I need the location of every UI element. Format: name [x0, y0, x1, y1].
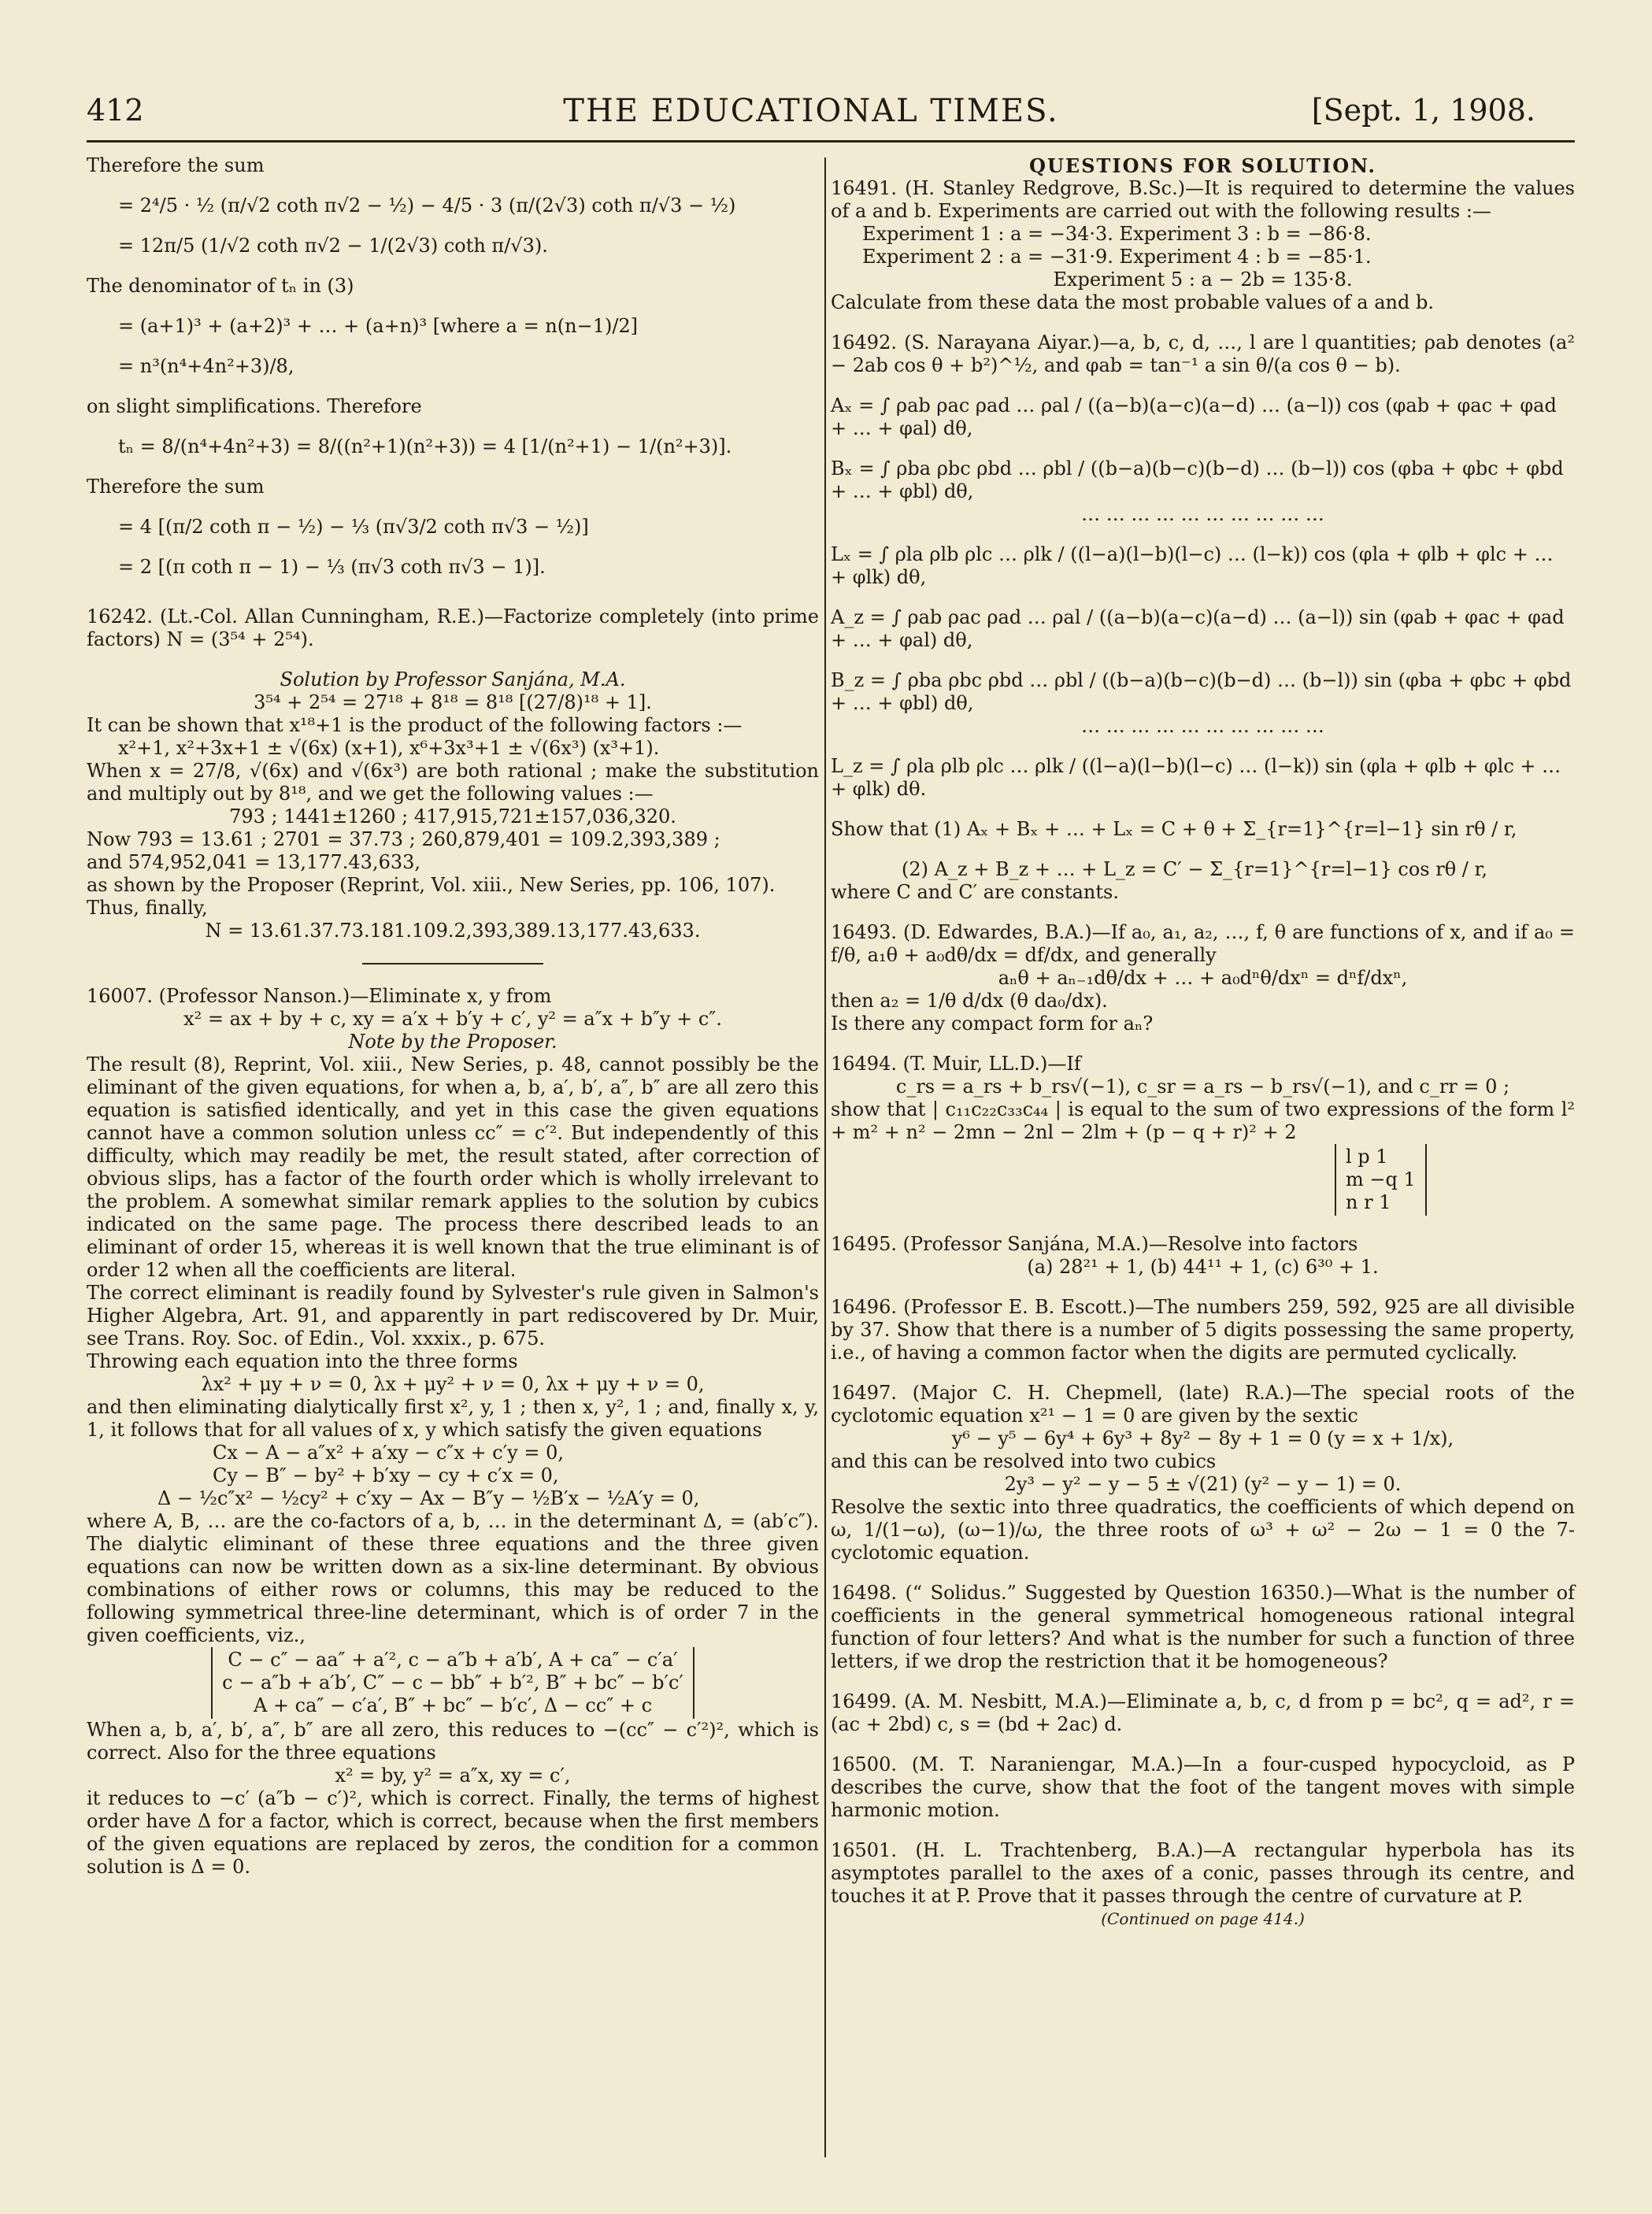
right-column — [831, 154, 1575, 1931]
text-line: Therefore the sum — [87, 476, 265, 498]
equation: (a) 28²¹ + 1, (b) 44¹¹ + 1, (c) 6³⁰ + 1. — [1027, 1256, 1379, 1278]
equation: tₙ = 8/(n⁴+4n²+3) = 8/((n²+1)(n²+3)) = 4 [1/(n²+1) − 1/(n²+3)]. — [118, 435, 732, 457]
journal-title: THE EDUCATIONAL TIMES. — [563, 93, 1059, 129]
note-byline: Note by the Proposer. — [348, 1031, 557, 1053]
question-16492: 16492. (S. Narayana Aiyar.)—a, b, c, d, …, l are l quantities; ρab denotes (a² − 2ab cos θ + b²)^½, and φab = tan⁻¹ a sin θ/(a cos θ − b). — [831, 331, 1575, 376]
equation: 3⁵⁴ + 2⁵⁴ = 27¹⁸ + 8¹⁸ = 8¹⁸ [(27/8)¹⁸ + 1]. — [254, 691, 652, 713]
continuation-note: (Continued on page 414.) — [1101, 1909, 1305, 1928]
paragraph: The result (8), Reprint, Vol. xiii., New Series, p. 48, cannot possibly be the eliminant of the given equations, for when a, b, a′, b′, a″, b″ are all zero this equation is satisfied identically, and yet in this case the given equations cannot have a common solution unless cc″ = c′². But independently of this difficulty, which may readily be met, the result stated, after correction of obvious slips, has a factor of the fourth order which is wholly irrelevant to the problem. A somewhat similar remark applies to the solution by cubics indicated on the same page. The process there described leads to an eliminant of order 15, whereas it is well known that the true eliminant is of order 12 when all the coefficients are literal. — [87, 1053, 819, 1281]
determinant-row: A + ca″ − c′a′, B″ + bc″ − b′c′, Δ − cc″ + c — [253, 1694, 653, 1716]
determinant-row: n r 1 — [1346, 1191, 1391, 1213]
equation: 2y³ − y² − y − 5 ± √(21) (y² − y − 1) = 0. — [1004, 1473, 1402, 1495]
column-rule — [824, 157, 826, 2157]
equation: A_z = ∫ ρab ρac ρad … ρal / ((a−b)(a−c)(a−d) … (a−l)) sin (φab + φac + φad + … + φal) dθ, — [831, 606, 1565, 651]
equation: = 12π/5 (1/√2 coth π√2 − 1/(2√3) coth π/√3). — [118, 235, 548, 257]
equation: = (a+1)³ + (a+2)³ + … + (a+n)³ [where a = n(n−1)/2] — [118, 315, 639, 337]
ellipsis-row: … … … … … … … … … … — [1081, 503, 1324, 525]
equation: then a₂ = 1/θ d/dx (θ da₀/dx). — [831, 990, 1108, 1012]
question-16496: 16496. (Professor E. B. Escott.)—The numbers 259, 592, 925 are all divisible by 37. Show that there is a number of 5 digits possessing the same property, i.e., of having a common factor when the digits are permuted cyclically. — [831, 1296, 1575, 1364]
paragraph: Throwing each equation into the three forms — [87, 1350, 518, 1372]
question-16242-head: 16242. (Lt.-Col. Allan Cunningham, R.E.)—Factorize completely (into prime factors) N = (3⁵⁴ + 2⁵⁴). — [87, 605, 819, 650]
paragraph: When a, b, a′, b′, a″, b″ are all zero, this reduces to −(cc″ − c′²)², which is correct. Also for the three equations — [87, 1719, 819, 1764]
equation: Cy − B″ − by² + b′xy − cy + c′x = 0, — [213, 1464, 559, 1486]
determinant-row: m −q 1 — [1346, 1168, 1416, 1190]
text-line: show that | c₁₁c₂₂c₃₃c₄₄ | is equal to the sum of two expressions of the form l² + m² + n² − 2mn − 2nl − 2lm + (p − q + r)² + 2 — [831, 1098, 1575, 1143]
determinant — [831, 1144, 1575, 1216]
question-16498: 16498. (“ Solidus.” Suggested by Question 16350.)—What is the number of coefficients in the general symmetrical homogeneous rational integral function of four letters? And what is the number for such a function of three letters, if we drop the restriction that it be homogeneous? — [831, 1582, 1575, 1672]
equation: = n³(n⁴+4n²+3)/8, — [118, 355, 294, 377]
solution-byline: Solution by Professor Sanjána, M.A. — [280, 668, 626, 690]
text-line: It can be shown that x¹⁸+1 is the product of the following factors :— — [87, 714, 743, 736]
determinant — [87, 1647, 819, 1719]
text-line: When x = 27/8, √(6x) and √(6x³) are both rational ; make the substitution and multiply out by 8¹⁸, and we get the following values :— — [87, 760, 819, 805]
question-16497: 16497. (Major C. H. Chepmell, (late) R.A.)—The special roots of the cyclotomic equation x²¹ − 1 = 0 are given by the sextic — [831, 1382, 1575, 1427]
equation: x² = by, y² = a″x, xy = c′, — [335, 1764, 571, 1786]
equation: x² = ax + by + c, xy = a′x + b′y + c′, y² = a″x + b″y + c″. — [183, 1008, 722, 1030]
equation: Experiment 1 : a = −34·3. Experiment 3 : b = −86·8. — [862, 223, 1372, 245]
equation: Lₓ = ∫ ρla ρlb ρlc … ρlk / ((l−a)(l−b)(l−c) … (l−k)) cos (φla + φlb + φlc + … + φlk) dθ, — [831, 543, 1554, 588]
equation: aₙθ + aₙ₋₁dθ/dx + … + a₀dⁿθ/dxⁿ = dⁿf/dxⁿ, — [998, 967, 1408, 989]
page-number: 412 — [87, 93, 144, 128]
paragraph: and then eliminating dialytically first x², y, 1 ; then x, y², 1 ; and, finally x, y, 1, it follows that for all values of x, y which satisfy the given equations — [87, 1396, 819, 1441]
equation: x²+1, x²+3x+1 ± √(6x) (x+1), x⁶+3x³+1 ± √(6x³) (x³+1). — [118, 737, 660, 759]
question-16007-head: 16007. (Professor Nanson.)—Eliminate x, y from — [87, 985, 552, 1007]
text-line: Calculate from these data the most probable values of a and b. — [831, 291, 1434, 313]
paragraph: Resolve the sextic into three quadratics, the coefficients of which depend on ω, 1/(1−ω), (ω−1)/ω, the three roots of ω³ + ω² − 2ω − 1 = 0 the 7-cyclotomic equation. — [831, 1496, 1575, 1564]
text-line: on slight simplifications. Therefore — [87, 395, 422, 417]
question-16500: 16500. (M. T. Naraniengar, M.A.)—In a four-cusped hypocycloid, as P describes the curve, show that the foot of the tangent moves with simple harmonic motion. — [831, 1753, 1575, 1821]
text-line: as shown by the Proposer (Reprint, Vol. xiii., New Series, pp. 106, 107). Thus, finally, — [87, 874, 776, 919]
running-header — [87, 93, 1535, 140]
question-16501: 16501. (H. L. Trachtenberg, B.A.)—A rectangular hyperbola has its asymptotes parallel to the axes of a conic, passes through its centre, and touches it at P. Prove that it passes through the centre of curvature at P. — [831, 1839, 1575, 1907]
equation: L_z = ∫ ρla ρlb ρlc … ρlk / ((l−a)(l−b)(l−c) … (l−k)) sin (φla + φlb + φlc + … + φlk) dθ. — [831, 755, 1561, 800]
equation: Experiment 5 : a − 2b = 135·8. — [1053, 268, 1353, 291]
equation: 793 ; 1441±1260 ; 417,915,721±157,036,320. — [229, 805, 676, 827]
equation: Show that (1) Aₓ + Bₓ + … + Lₓ = C + θ + Σ_{r=1}^{r=l−1} sin rθ / r, — [831, 818, 1517, 840]
question-16494: 16494. (T. Muir, LL.D.)—If — [831, 1053, 1081, 1075]
equation: Bₓ = ∫ ρba ρbc ρbd … ρbl / ((b−a)(b−c)(b−d) … (b−l)) cos (φba + φbc + φbd + … + φbl) dθ, — [831, 457, 1564, 502]
equation: Δ − ½c″x² − ½cy² + c′xy − Ax − B″y − ½B′x − ½A′y = 0, — [157, 1487, 700, 1509]
text-line: Now 793 = 13.61 ; 2701 = 37.73 ; 260,879,401 = 109.2,393,389 ; — [87, 828, 720, 850]
determinant-row: C − c″ − aa″ + a′², c − a″b + a′b′, A + ca″ − c′a′ — [228, 1649, 678, 1671]
equation: y⁶ − y⁵ − 6y⁴ + 6y³ + 8y² − 8y + 1 = 0 (y = x + 1/x), — [951, 1427, 1454, 1449]
equation: = 2 [(π coth π − 1) − ⅓ (π√3 coth π√3 − 1)]. — [118, 556, 546, 578]
equation: Aₓ = ∫ ρab ρac ρad … ρal / ((a−b)(a−c)(a−d) … (a−l)) cos (φab + φac + φad + … + φal) dθ, — [831, 394, 1557, 439]
equation: λx² + μy + ν = 0, λx + μy² + ν = 0, λx + μy + ν = 0, — [201, 1373, 705, 1395]
equation: Experiment 2 : a = −31·9. Experiment 4 : b = −85·1. — [862, 246, 1372, 268]
equation: c_rs = a_rs + b_rs√(−1), c_sr = a_rs − b_rs√(−1), and c_rr = 0 ; — [895, 1076, 1510, 1098]
text-line: where C and C′ are constants. — [831, 881, 1119, 903]
section-divider — [362, 963, 543, 964]
text-line: and this can be resolved into two cubics — [831, 1450, 1217, 1472]
text-line: Therefore the sum — [87, 154, 265, 176]
paragraph: where A, B, … are the co-factors of a, b, … in the determinant Δ, = (ab′c″). The dialytic eliminant of these three equations and the three given equations can now be written down as a six-line determinant. By obvious combinations of either rows or columns, this may be reduced to the following symmetrical three-line determinant, which is of order 7 in the given coefficients, viz., — [87, 1510, 819, 1646]
equation: = 2⁴/5 · ½ (π/√2 coth π√2 − ½) − 4/5 · 3 (π/(2√3) coth π/√3 − ½) — [118, 194, 736, 217]
question-16499: 16499. (A. M. Nesbitt, M.A.)—Eliminate a, b, c, d from p = bc², q = ad², r = (ac + 2bd) c, s = (bd + 2ac) d. — [831, 1690, 1575, 1735]
section-title: QUESTIONS FOR SOLUTION. — [1029, 154, 1376, 177]
text-line: The denominator of tₙ in (3) — [87, 275, 354, 297]
question-16493: 16493. (D. Edwardes, B.A.)—If a₀, a₁, a₂, …, f, θ are functions of x, and if a₀ = f/θ, a₁θ + a₀dθ/dx = df/dx, and generally — [831, 921, 1575, 966]
text-line: Is there any compact form for aₙ? — [831, 1013, 1154, 1035]
determinant-row: c − a″b + a′b′, C″ − c − bb″ + b′², B″ + bc″ − b′c′ — [222, 1672, 683, 1694]
issue-date: [Sept. 1, 1908. — [1311, 93, 1535, 128]
equation: B_z = ∫ ρba ρbc ρbd … ρbl / ((b−a)(b−c)(b−d) … (b−l)) sin (φba + φbc + φbd + … + φbl) dθ, — [831, 669, 1572, 714]
paragraph: it reduces to −c′ (a″b − c′)², which is correct. Finally, the terms of highest order have Δ for a factor, which is correct, because when the first members of the given equations are replaced by zeros, the condition for a common solution is Δ = 0. — [87, 1787, 819, 1878]
equation: N = 13.61.37.73.181.109.2,393,389.13,177.43,633. — [205, 920, 701, 942]
equation: = 4 [(π/2 coth π − ½) − ⅓ (π√3/2 coth π√3 − ½)] — [118, 516, 589, 538]
equation: (2) A_z + B_z + … + L_z = C′ − Σ_{r=1}^{r=l−1} cos rθ / r, — [902, 858, 1487, 880]
left-column — [87, 154, 819, 1879]
header-rule — [87, 140, 1575, 143]
paragraph: The correct eliminant is readily found by Sylvester's rule given in Salmon's Higher Algebra, Art. 91, and apparently in part rediscovered by Dr. Muir, see Trans. Roy. Soc. of Edin., Vol. xxxix., p. 675. — [87, 1282, 819, 1350]
determinant-row: l p 1 — [1346, 1146, 1388, 1168]
question-16495: 16495. (Professor Sanjána, M.A.)—Resolve into factors — [831, 1233, 1358, 1255]
equation: Cx − A − a″x² + a′xy − c″x + c′y = 0, — [213, 1442, 565, 1464]
question-16491: 16491. (H. Stanley Redgrove, B.Sc.)—It is required to determine the values of a and b. Experiments are carried out with the following results :— — [831, 177, 1575, 222]
text-line: and 574,952,041 = 13,177.43,633, — [87, 851, 421, 873]
ellipsis-row: … … … … … … … … … … — [1081, 715, 1324, 737]
